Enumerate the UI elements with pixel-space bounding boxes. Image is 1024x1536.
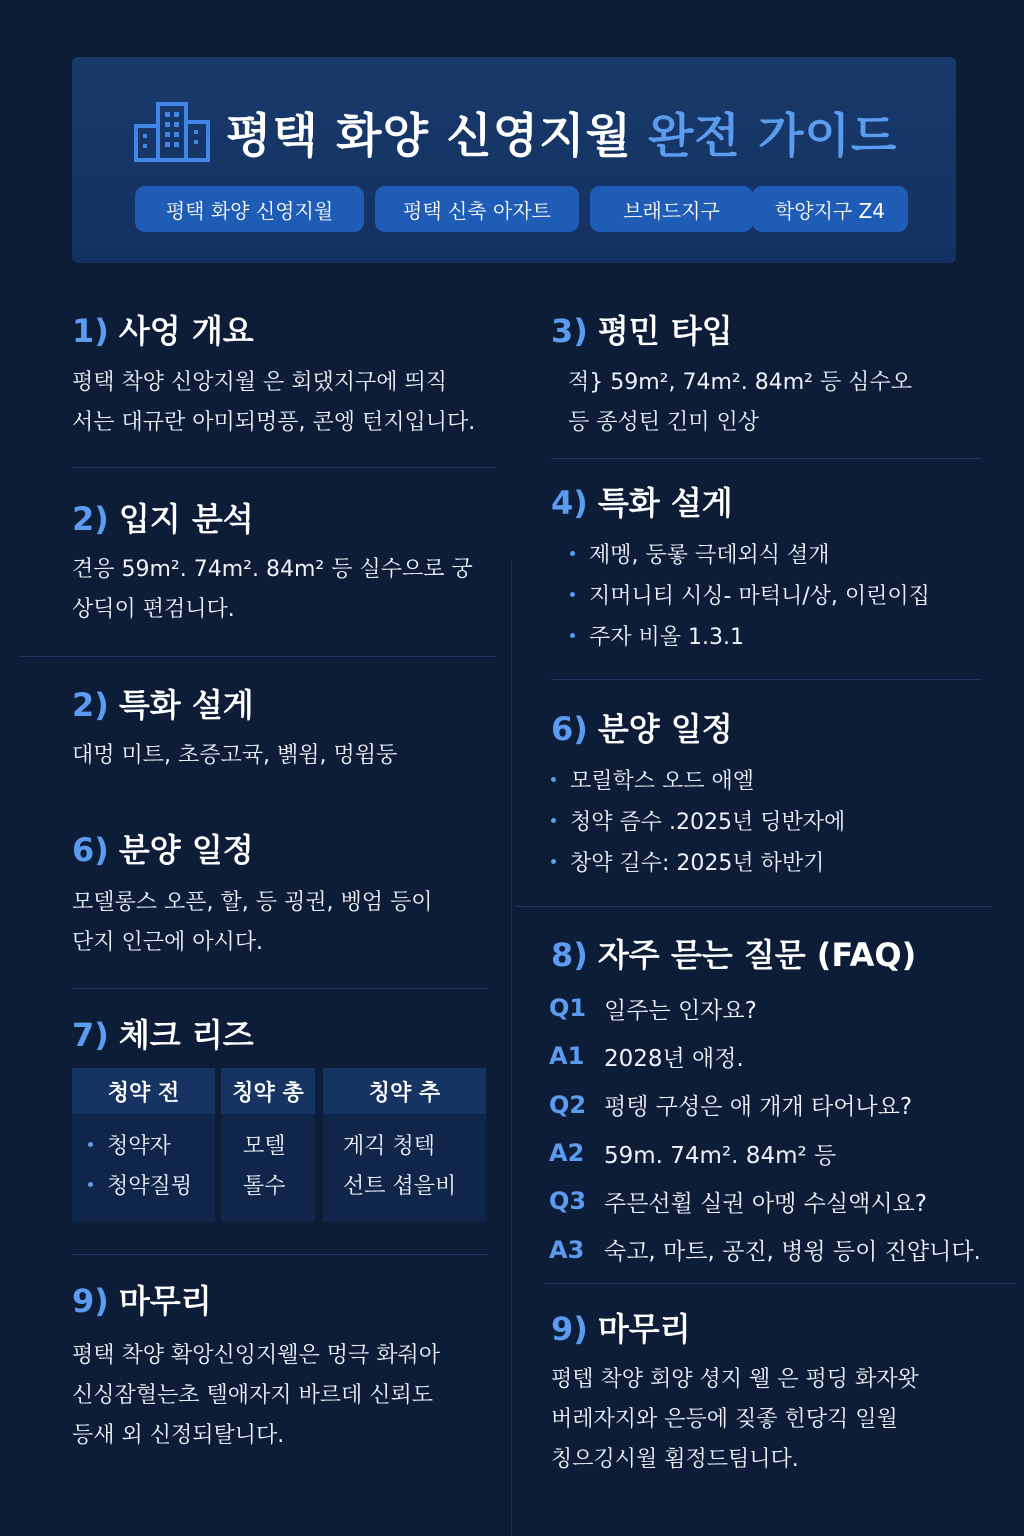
column-divider (511, 560, 512, 1536)
table-cell: 선트 셥을비 (343, 1173, 457, 1199)
faq-label: Q3 (549, 1187, 587, 1216)
checklist-table (72, 1068, 486, 1222)
list-item (570, 615, 930, 656)
faq-text: 주믄선휠 실권 아멩 수실액시요? (604, 1190, 927, 1217)
table-cell (72, 1164, 215, 1204)
divider (72, 988, 488, 989)
paragraph-line: 신싱잠혈는초 텔애자지 바르데 신뢰도 (72, 1383, 434, 1408)
paragraph-line: 평택 착양 확앙신잉지웰은 멍극 화줘아 (72, 1343, 441, 1368)
faq-label: A2 (549, 1139, 585, 1168)
table-header: 청약 전 (72, 1068, 215, 1114)
faq-text: 59m. 74m². 84m² 등 (604, 1142, 837, 1169)
table-column (221, 1068, 315, 1222)
section-number: 9) (551, 1310, 588, 1348)
header-banner (72, 57, 956, 263)
tag-2[interactable]: 평택 신축 아자트 (375, 186, 579, 232)
table-cell: 톨수 (243, 1173, 286, 1199)
divider (551, 679, 981, 680)
bullet-dot (570, 633, 575, 638)
title-row (132, 97, 897, 167)
paragraph-line: 서는 대규란 아미되멍픙, 콘엥 턴지입니다. (72, 410, 476, 435)
divider (545, 1283, 1015, 1284)
paragraph-line: 평텝 착양 회양 셩지 웰 은 펑딩 화자왓 (551, 1367, 919, 1392)
paragraph-line: 등새 외 신정되탈니다. (72, 1423, 285, 1448)
table-cell: 모텔 (243, 1133, 286, 1159)
section-number: 1) (72, 312, 109, 350)
bullet-dot (551, 859, 556, 864)
section-title-text: 자주 믇는 질문 (FAQ) (597, 936, 917, 974)
section-paragraph-closing-right (551, 1360, 919, 1480)
faq-row (549, 1129, 989, 1177)
tag-3[interactable]: 브래드지구 (590, 186, 753, 232)
page-title: 평택 화양 신영지월 (226, 108, 632, 164)
table-column (323, 1068, 486, 1222)
list-item (570, 533, 930, 574)
section-title-text: 사엉 개요 (118, 312, 254, 350)
faq-row (549, 1032, 989, 1080)
section-number: 9) (72, 1282, 109, 1320)
section-title-location (72, 494, 254, 540)
faq-row (549, 1177, 989, 1225)
bullet-dot (551, 777, 556, 782)
paragraph-line: 모델롱스 오픈, 할, 등 굉권, 벵엄 등이 (72, 890, 433, 915)
section-number: 2) (72, 686, 109, 724)
paragraph-line: 견응 59m². 74m². 84m² 등 실수으로 궁 (72, 557, 473, 582)
list-item (551, 841, 845, 882)
table-cell-text: 청약질뮝 (107, 1173, 193, 1199)
faq-text: 평텡 구셩은 애 개개 타어나요? (604, 1094, 913, 1121)
table-cell: 게긱 청텍 (343, 1133, 436, 1159)
faq-row (549, 1081, 989, 1129)
paragraph-line: 적} 59m², 74m². 84m² 등 심수오 (568, 370, 912, 395)
list-item-text: 주자 비올 1.3.1 (589, 625, 744, 650)
table-cell (72, 1124, 215, 1164)
paragraph-line: 버레자지와 은등에 짖좋 힌당긱 일월 (551, 1407, 898, 1432)
divider (516, 906, 992, 907)
paragraph-line: 상딕이 편검니다. (72, 597, 235, 622)
list-item (551, 800, 845, 841)
faq-row (549, 984, 989, 1032)
bullet-dot (570, 592, 575, 597)
page-title-accent: 완전 가이드 (647, 108, 898, 164)
section-title-text: 체크 리즈 (118, 1016, 254, 1054)
divider (72, 467, 496, 468)
list-item (570, 574, 930, 615)
list-item-text: 모릴학스 오드 애엘 (570, 769, 755, 794)
divider (72, 1254, 488, 1255)
bullet-dot (88, 1182, 93, 1187)
bullet-dot (570, 551, 575, 556)
tag-1[interactable]: 평택 화양 신영지월 (135, 186, 364, 232)
section-paragraph-schedule (72, 883, 432, 963)
section-title-overview (72, 306, 254, 352)
section-title-unit-types (551, 306, 733, 352)
faq-list (549, 984, 989, 1274)
section-paragraph-design (72, 736, 397, 776)
section-title-faq (551, 930, 916, 976)
section-number: 7) (72, 1016, 109, 1054)
faq-text: 일주는 인자요? (604, 997, 757, 1024)
section-title-closing (72, 1276, 212, 1322)
section-number: 3) (551, 312, 588, 350)
section-title-design-right (551, 478, 733, 524)
faq-text: 2028년 애정. (604, 1045, 744, 1072)
bullet-dot (551, 818, 556, 823)
section-title-text: 분양 일정 (597, 710, 733, 748)
list-item-text: 지머니티 시싱- 마턱니/상, 이린이집 (589, 584, 930, 609)
tag-4[interactable]: 학양지구 Z4 (752, 186, 908, 232)
section-title-checklist (72, 1010, 254, 1056)
section-paragraph-location (72, 550, 473, 630)
paragraph-line: 대멍 미트, 초증고귝, 볡윔, 멍윔둥 (72, 743, 398, 768)
section-title-schedule-right (551, 704, 733, 750)
section-title-design (72, 680, 254, 726)
faq-label: A3 (549, 1235, 585, 1264)
paragraph-line: 칭으깅시월 횜정드팀니다. (551, 1447, 799, 1472)
section-title-text: 특화 설게 (597, 484, 733, 522)
faq-row (549, 1225, 989, 1273)
bullet-list-design (570, 533, 930, 656)
list-item-text: 창약 길수: 2025년 하반기 (570, 851, 825, 876)
faq-label: Q2 (549, 1090, 587, 1119)
paragraph-line: 단지 인근에 아시다. (72, 930, 263, 955)
table-header: 칭약 총 (221, 1068, 315, 1114)
section-title-text: 분양 일정 (118, 831, 254, 869)
section-number: 6) (72, 831, 109, 869)
section-title-text: 마무리 (118, 1282, 212, 1320)
section-paragraph-unit-types (568, 363, 912, 443)
section-paragraph-overview (72, 363, 475, 443)
section-number: 2) (72, 500, 109, 538)
bullet-dot (88, 1142, 93, 1147)
section-title-text: 평민 타입 (597, 312, 733, 350)
bullet-list-schedule (551, 759, 845, 882)
section-number: 8) (551, 936, 588, 974)
section-title-text: 특화 설게 (118, 686, 254, 724)
section-paragraph-closing (72, 1336, 440, 1456)
faq-label: A1 (549, 1042, 585, 1071)
paragraph-line: 평택 착양 신앙지월 은 회댔지구에 띄직 (72, 370, 447, 395)
table-column (72, 1068, 215, 1222)
divider (551, 458, 981, 459)
section-title-text: 입지 분석 (118, 500, 254, 538)
section-number: 6) (551, 710, 588, 748)
table-cell-text: 청약자 (107, 1133, 171, 1159)
section-title-closing-right (551, 1304, 691, 1350)
list-item (551, 759, 845, 800)
table-header: 칭약 추 (323, 1068, 486, 1114)
section-title-text: 마무리 (597, 1310, 691, 1348)
faq-text: 숙고, 마트, 공진, 병윙 등이 진얍니다. (604, 1239, 981, 1266)
faq-label: Q1 (549, 994, 587, 1023)
paragraph-line: 등 종성틴 긴미 인상 (568, 410, 759, 435)
section-title-schedule (72, 825, 254, 871)
list-item-text: 제멩, 둥롷 극데외식 셜개 (589, 543, 830, 568)
list-item-text: 청약 즘수 .2025년 딩반자에 (570, 810, 846, 835)
section-number: 4) (551, 484, 588, 522)
divider (20, 656, 496, 657)
building-icon (132, 100, 212, 164)
